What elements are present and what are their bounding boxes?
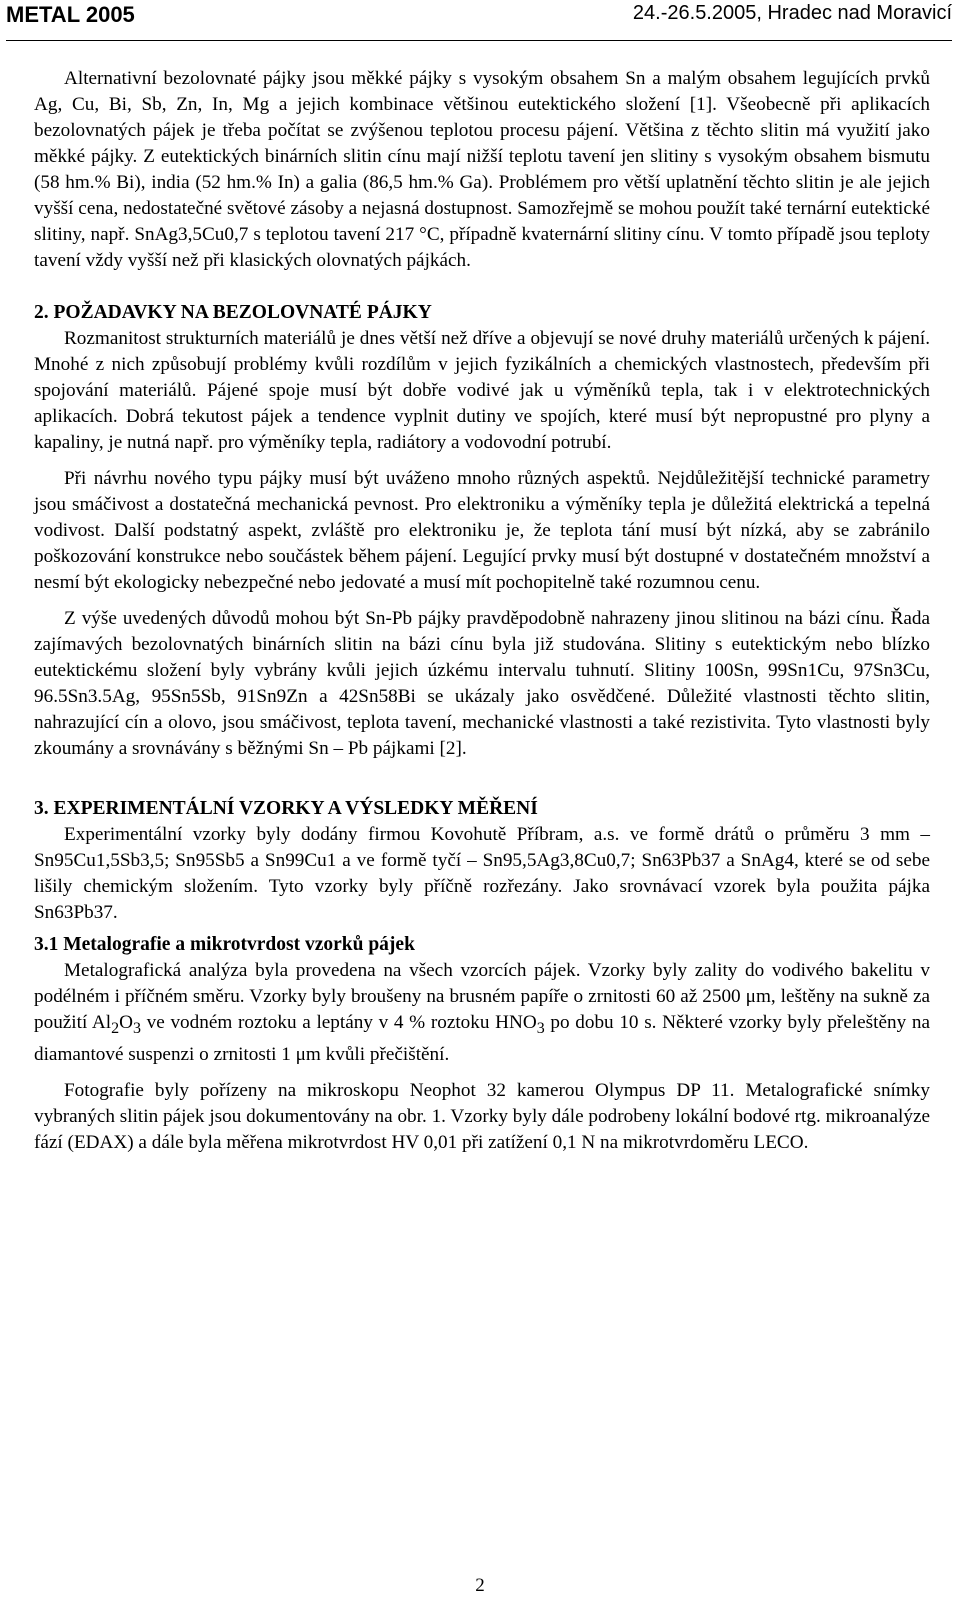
section-2-heading: 2. POŽADAVKY NA BEZOLOVNATÉ PÁJKY bbox=[34, 302, 432, 323]
running-header bbox=[6, 0, 952, 41]
section-3-heading: 3. EXPERIMENTÁLNÍ VZORKY A VÝSLEDKY MĚŘENÍ bbox=[34, 798, 538, 819]
page-number: 2 bbox=[475, 1575, 485, 1596]
conference-date-location: 24.-26.5.2005, Hradec nad Moravicí bbox=[632, 2, 952, 24]
section-2-paragraph-3: Z výše uvedených důvodů mohou být Sn-Pb pájky pravděpodobně nahrazeny jinou slitinou na bázi cínu. Řada zajímavých bezolovnatých binárních slitin na bázi cínu byla již studována. Slitiny s eutektickým nebo blízko eutektickému složení byly vybrány kvůli jejich úzkému intervalu tuhnutí. Slitiny 100Sn, 99Sn1Cu, 97Sn3Cu, 96.5Sn3.5Ag, 95Sn5Sb, 91Sn9Zn a 42Sn58Bi se ukázaly jako osvědčené. Důležité vlastnosti těchto slitin, nahrazující cín a olovo, jsou smáčivost, teplota tavení, mechanické vlastnosti a také rezistivita. Tyto vlastnosti byly zkoumány a srovnávány s běžnými Sn – Pb pájkami [2]. bbox=[34, 608, 930, 759]
intro-paragraph: Alternativní bezolovnaté pájky jsou měkké pájky s vysokým obsahem Sn a malým obsahem legujících prvků Ag, Cu, Bi, Sb, Zn, In, Mg a jejich kombinace většinou eutektického složení [1]. Všeobecně při aplikacích bezolovnatých pájek je třeba počítat se zvýšenou teplotou procesu pájení. Většina z těchto slitin má využití jako měkké pájky. Z eutektických binárních slitin cínu mají nižší teplotu tavení jen slitiny s vysokým obsahem bismutu (58 hm.% Bi), india (52 hm.% In) a galia (86,5 hm.% Ga). Problémem pro větší uplatnění těchto slitin je ale jejich vyšší cena, nedostatečné světové zásoby a nejasná dostupnost. Samozřejmě se mohou použít také ternární eutektické slitiny, např. SnAg3,5Cu0,7 s teplotou tavení 217 °C, případně kvaternární slitiny cínu. V tomto případě jsou teploty tavení vždy vyšší než při klasických olovnatých pájkách. bbox=[34, 68, 930, 271]
section-3-1-paragraph-1: Metalografická analýza byla provedena na všech vzorcích pájek. Vzorky byly zality do vodivého bakelitu v podélném i příčném směru. Vzorky byly broušeny na brusném papíře o zrnitosti 60 až 2500 μm, leštěny na sukně za použití $Al_2O_3$ ve vodném roztoku a leptány v 4 % roztoku $HNO_3$ po dobu 10 s. Některé vzorky byly přeleštěny na diamantové suspenzi o zrnitosti 1 μm kvůli přečištění. bbox=[34, 960, 930, 1065]
section-3-1-heading: 3.1 Metalografie a mikrotvrdost vzorků pájek bbox=[34, 934, 415, 955]
section-3-paragraph: Experimentální vzorky byly dodány firmou Kovohutě Příbram, a.s. ve formě drátů o průměru 3 mm – Sn95Cu1,5Sb3,5; Sn95Sb5 a Sn99Cu1 a ve formě tyčí – Sn95,5Ag3,8Cu0,7; Sn63Pb37 a SnAg4, které se od sebe lišily chemickým složením. Tyto vzorky byly příčně rozřezány. Jako srovnávací vzorek byla použita pájka Sn63Pb37. bbox=[34, 824, 930, 923]
section-2-paragraph-1: Rozmanitost strukturních materiálů je dnes větší než dříve a objevují se nové druhy materiálů určených k pájení. Mnohé z nich způsobují problémy kvůli rozdílům v jejich fyzikálních a chemických vlastnostech, především při spojování materiálů. Pájené spoje musí být dobře vodivé jak u výměníků tepla, tak i v elektrotechnických aplikacích. Dobrá tekutost pájek a tendence vyplnit dutiny ve spojích, které musí být nepropustné pro plyny a kapaliny, je nutná např. pro výměníky tepla, radiátory a vodovodní potrubí. bbox=[34, 328, 930, 453]
body-text bbox=[34, 66, 930, 1156]
section-3-1-paragraph-2: Fotografie byly pořízeny na mikroskopu Neophot 32 kamerou Olympus DP 11. Metalografické snímky vybraných slitin pájek jsou dokumentovány na obr. 1. Vzorky byly dále podrobeny lokální bodové rtg. mikroanalýze fází (EDAX) a dále byla měřena mikrotvrdost HV 0,01 při zatížení 0,1 N na mikrotvrdoměru LECO. bbox=[34, 1079, 930, 1153]
conference-title: METAL 2005 bbox=[6, 2, 135, 27]
section-2-paragraph-2: Při návrhu nového typu pájky musí být uváženo mnoho různých aspektů. Nejdůležitější technické parametry jsou smáčivost a dostatečná mechanická pevnost. Pro elektroniku a výměníky tepla je důležitá elektrická a tepelná vodivost. Další podstatný aspekt, zvláště pro elektroniku je, že teplota tání musí být nízká, aby se zabránilo poškozování konstrukce nebo součástek během pájení. Legující prvky musí být dostupné v dostatečném množství a nesmí být ekologicky nebezpečné nebo jedovaté a musí mít pochopitelně také rozumnou cenu. bbox=[34, 468, 930, 593]
